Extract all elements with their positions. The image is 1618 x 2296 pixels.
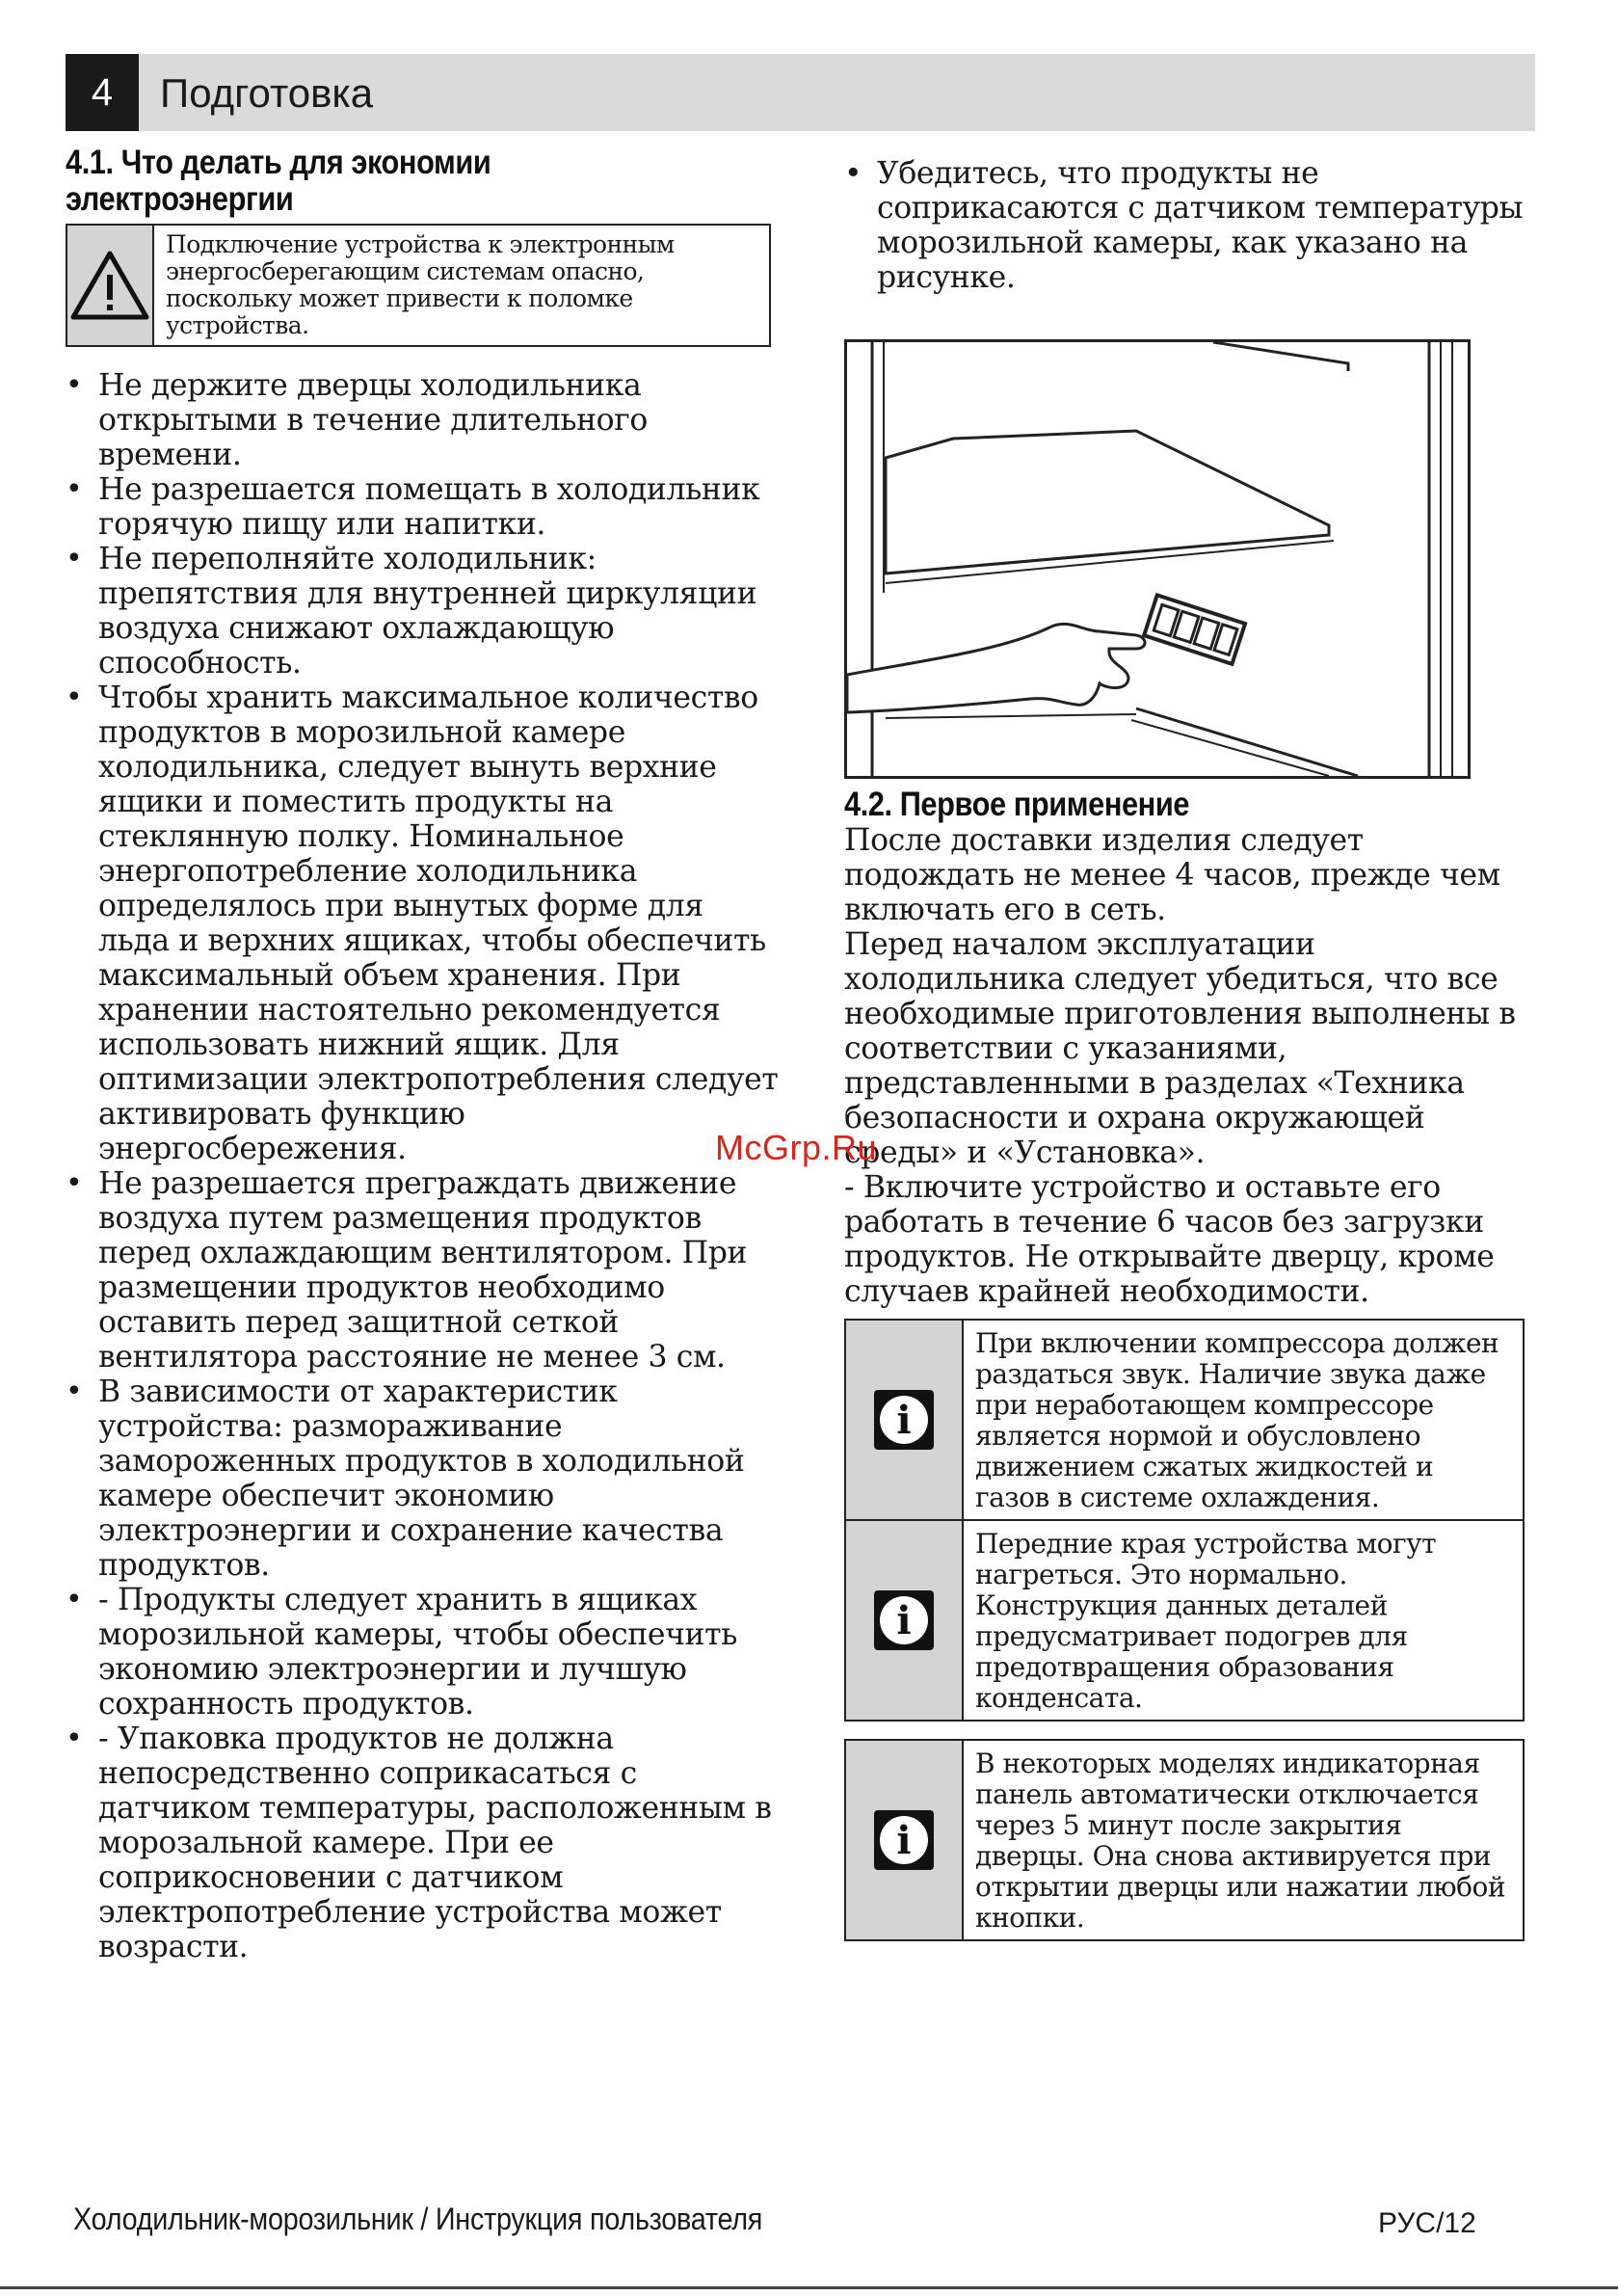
- info-note: [844, 1521, 1525, 1722]
- list-item: • В зависимости от характеристик устройства: размораживание замороженных продуктов в холодильной камере обеспечит экономию электроэнергии и сохранение качества продуктов.: [66, 1375, 779, 1583]
- watermark: McGrp.Ru: [715, 1128, 878, 1167]
- list-item: • Не переполняйте холодильник: препятствия для внутренней циркуляции воздуха снижают охлаждающую способность.: [66, 542, 779, 681]
- sensor-illustration: [844, 339, 1471, 779]
- list-item: • - Упаковка продуктов не должна непосредственно соприкасаться с датчиком температуры, расположенным в морозальной камере. При ее соприкосновении с датчиком электропотребление устройства может возрасти.: [66, 1722, 779, 1964]
- info-icon: i: [874, 1810, 934, 1870]
- section-title: Подготовка: [160, 70, 374, 116]
- freezer-shelf-hand-illustration: [847, 342, 1468, 776]
- list-item: • Чтобы хранить максимальное количество продуктов в морозильной камере холодильника, следует вынуть верхние ящики и поместить продукты на стеклянную полку. Номинальное энергопотребление холодильника определялось при вынутых форме для льда и верхних ящиках, чтобы обеспечить максимальный объем хранения. При хранении настоятельно рекомендуется использовать нижний ящик. Для оптимизации электропотребления следует активировать функцию энергосбережения.: [66, 681, 779, 1166]
- bottom-divider: [0, 2286, 1618, 2289]
- list-item: • - Продукты следует хранить в ящиках морозильной камеры, чтобы обеспечить экономию электроэнергии и лучшую сохранность продуктов.: [66, 1583, 779, 1722]
- heading-4-2: 4.2. Первое применение: [844, 786, 1190, 823]
- info-note-text: При включении компрессора должен раздаться звук. Наличие звука даже при неработающем компрессоре является нормой и обусловлено движением сжатых жидкостей и газов в системе охлаждения.: [975, 1327, 1499, 1513]
- list-item: • Не разрешается преграждать движение воздуха путем размещения продуктов перед охлаждающим вентилятором. При размещении продуктов необходимо оставить перед защитной сеткой вентилятора расстояние не менее 3 см.: [66, 1166, 779, 1375]
- list-item: • Не держите дверцы холодильника открытыми в течение длительного времени.: [66, 368, 779, 472]
- list-item: • Не разрешается помещать в холодильник горячую пищу или напитки.: [66, 472, 779, 542]
- paragraph: Перед началом эксплуатации холодильника следует убедиться, что все необходимые приготовления выполнены в соответствии с указаниями, представленными в разделах «Техника безопасности и охрана окружающей среды» и «Установка».: [844, 927, 1516, 1170]
- section-header: [66, 54, 1535, 131]
- right-column: [844, 156, 1538, 1941]
- paragraph: - Включите устройство и оставьте его работать в течение 6 часов без загрузки продуктов. Не открывайте дверцу, кроме случаев крайней необходимости.: [844, 1170, 1495, 1309]
- sensor-bullet: • Убедитесь, что продукты не соприкасаются с датчиком температуры морозильной камеры, как указано на рисунке.: [844, 156, 1538, 295]
- heading-4-1: 4.1. Что делать для экономии электроэнергии: [66, 144, 491, 218]
- info-icon: i: [874, 1590, 934, 1650]
- info-note-text: Передние края устройства могут нагреться. Это нормально. Конструкция данных деталей предусматривает подогрев для предотвращения образования конденсата.: [975, 1528, 1437, 1714]
- warning-text: Подключение устройства к электронным энергосберегающим системам опасно, поскольку может привести к поломке устройства.: [166, 230, 675, 339]
- info-note-text: В некоторых моделях индикаторная панель автоматически отключается через 5 минут после закрытия дверцы. Она снова активируется при открытии дверцы или нажатии любой кнопки.: [975, 1748, 1506, 1934]
- info-notes-group: [844, 1319, 1538, 1722]
- info-note: [844, 1319, 1525, 1521]
- info-icon: i: [874, 1390, 934, 1450]
- footer-document-title: Холодильник-морозильник / Инструкция пользователя: [73, 2202, 763, 2236]
- energy-tips-list: [66, 368, 779, 1964]
- warning-triangle-icon: [67, 248, 152, 323]
- paragraph: После доставки изделия следует подождать не менее 4 часов, прежде чем включать его в сеть.: [844, 823, 1500, 927]
- footer-page-number: РУС/12: [1378, 2207, 1476, 2239]
- left-column: [66, 145, 779, 1964]
- section-number: 4: [66, 54, 139, 131]
- info-note: [844, 1739, 1525, 1941]
- warning-box: [66, 224, 771, 347]
